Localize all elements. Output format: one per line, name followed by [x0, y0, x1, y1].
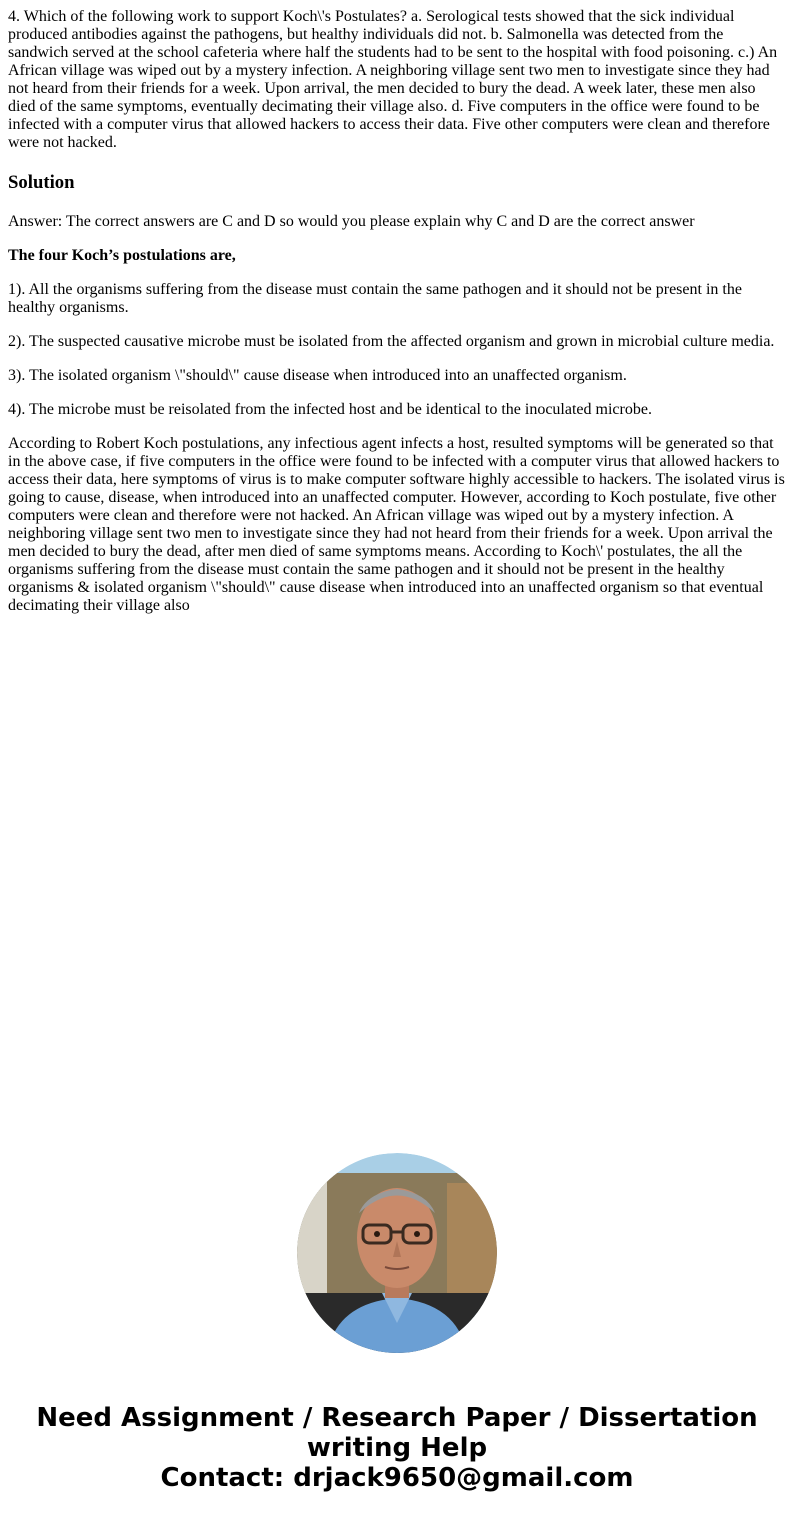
promo-line-2: writing Help	[306, 1433, 488, 1463]
postulate-3: 3). The isolated organism \"should\" cause disease when introduced into an unaffected organism.	[8, 367, 627, 384]
answer-line: Answer: The correct answers are C and D so would you please explain why C and D are the correct answer	[8, 213, 695, 230]
postulate-4: 4). The microbe must be reisolated from the infected host and be identical to the inoculated microbe.	[8, 401, 652, 418]
postulate-2: 2). The suspected causative microbe must be isolated from the affected organism and grown in microbial culture media.	[8, 333, 775, 350]
explanation-paragraph: According to Robert Koch postulations, any infectious agent infects a host, resulted symptoms will be generated so that in the above case, if five computers in the office were found to be infected with a computer virus that allowed hackers to access their data, here symptoms of virus is to make computer software highly accessible to hackers. The isolated virus is going to cause, disease, when introduced into an unaffected computer. However, according to Koch postulate, five other computers were clean and therefore were not hacked. An African village was wiped out by a mystery infection. A neighboring village sent two men to investigate since they had not heard from their friends for a week. Upon arrival the men decided to bury the dead, after men died of same symptoms means. According to Koch\' postulates, the all the organisms suffering from the disease must contain the same pathogen and it should not be present in the healthy organisms & isolated organism \"should\" cause disease when introduced into an unaffected organism so that eventual decimating their village also	[8, 435, 785, 614]
solution-heading: Solution	[8, 172, 75, 193]
postulate-1: 1). All the organisms suffering from the disease must contain the same pathogen and it should not be present in the healthy organisms.	[8, 281, 742, 316]
question-text: 4. Which of the following work to support Koch\'s Postulates? a. Serological tests showed that the sick individual produced antibodies against the pathogens, but healthy individuals did not. b. Salmonella was detected from the sandwich served at the school cafeteria where half the students had to be sent to the hospital with food poisoning. c.) An African village was wiped out by a mystery infection. A neighboring village sent two men to investigate since they had not heard from their friends for a week. Upon arrival, the men decided to bury the dead. A week later, these men also died of the same symptoms, eventually decimating their village also. d. Five computers in the office were found to be infected with a computer virus that allowed hackers to access their data. Five other computers were clean and therefore were not hacked.	[8, 8, 778, 151]
document-content	[8, 8, 786, 631]
avatar-portrait-image	[297, 1153, 497, 1353]
promo-banner	[0, 1403, 794, 1493]
promo-line-1: Need Assignment / Research Paper / Dissertation	[36, 1403, 758, 1433]
postulates-heading: The four Koch’s postulations are,	[8, 247, 236, 264]
avatar	[297, 1153, 497, 1353]
promo-contact-line: Contact: drjack9650@gmail.com	[160, 1463, 634, 1493]
